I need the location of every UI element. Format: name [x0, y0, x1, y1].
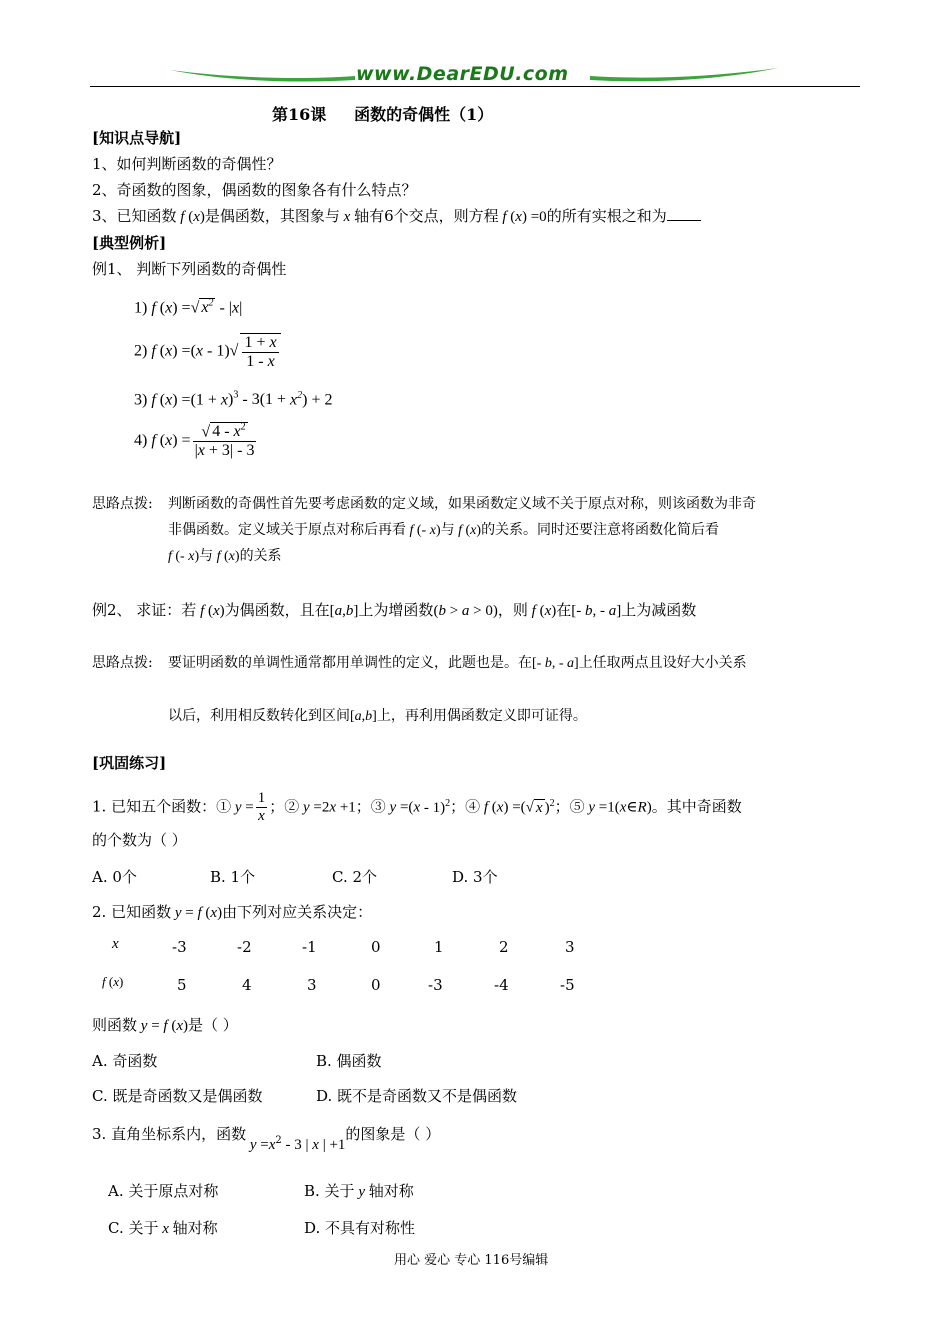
hint2-line2: 以后，利用相反数转化到区间[a,b]上，再利用偶函数定义即可证得。 [168, 708, 587, 724]
example1-title: 例1、 判断下列函数的奇偶性 [92, 260, 287, 278]
lesson-number: 第16课 [272, 105, 327, 124]
example1-formula-3: 3) f $(x) =(1 + x)^3 - 3(1 + x^2) + 2$ [134, 390, 333, 409]
hint1-line2: 非偶函数。定义域关于原点对称后再看 f (- x)与 f (x)的关系。同时还要注意将函数化简后看 [168, 522, 720, 538]
knowledge-q2: 2、奇函数的图象，偶函数的图象各有什么特点？ [92, 181, 417, 199]
answer-blank[interactable] [667, 206, 701, 221]
practice-q1-option-b[interactable]: B. 1个 [210, 868, 256, 886]
practice-q3-option-a[interactable]: A. 关于原点对称 [108, 1182, 219, 1200]
lesson-title: 函数的奇偶性（1） [354, 105, 494, 124]
table-fx-cell: -3 [428, 976, 443, 994]
practice-q1-option-d[interactable]: D. 3个 [452, 868, 498, 886]
table-fx-cell: -4 [494, 976, 509, 994]
hint1-line1: 判断函数的奇偶性首先要考虑函数的定义域，如果函数定义域不关于原点对称，则该函数为非奇 [168, 496, 756, 512]
table-fx-cell: 3 [307, 976, 317, 994]
table-x-cell: 0 [371, 938, 381, 956]
table-fx-cell: 0 [371, 976, 381, 994]
practice-q2-option-b[interactable]: B. 偶函数 [316, 1052, 382, 1070]
practice-q3-option-b[interactable]: B. 关于 y 轴对称 [304, 1182, 414, 1200]
table-header-fx: f (x) [102, 974, 124, 989]
example1-formula-2: 2) f (x) =(x - 1)√ $\frac{1 + x}{1 - x}$ [134, 333, 283, 371]
practice-q2-question: 则函数 y = f (x)是（ ） [92, 1016, 238, 1034]
table-header-x: x [112, 936, 119, 952]
table-x-cell: -3 [172, 938, 187, 956]
table-fx-cell: 5 [177, 976, 187, 994]
page-title [272, 102, 493, 125]
section-heading-examples: [典型例析] [92, 234, 167, 252]
practice-q1-option-c[interactable]: C. 2个 [332, 868, 378, 886]
practice-q3: 3. 直角坐标系内，函数 $y =x^2 - 3$ | x | +1的图象是（ ） [92, 1125, 441, 1153]
knowledge-q3: 3、已知函数 f (x)是偶函数，其图象与 x 轴有6个交点，则方程 f (x) =0的所有实根之和为 [92, 205, 701, 226]
example1-formula-4: 4) f (x) = $\frac{√ 4 - x^2}{|x + 3| - 3}$ [134, 422, 255, 460]
hint1-label: 思路点拨: [92, 496, 153, 512]
page-footer: 用心 爱心 专心 116号编辑 [394, 1253, 549, 1268]
table-x-cell: 2 [499, 938, 509, 956]
section-heading-knowledge: [知识点导航] [92, 129, 182, 147]
practice-q2: 2. 已知函数 y = f (x)由下列对应关系决定： [92, 903, 373, 921]
header-logo-text: www.DearEDU.com [356, 63, 569, 85]
hint1-line3: f (- x)与 f (x)的关系 [168, 548, 282, 564]
header-rule [90, 86, 860, 87]
example2-statement: 例2、 求证：若 f (x)为偶函数，且在[a,b]上为增函数(b > a > 0)，则 f (x)在[- b, - a]上为减函数 [92, 601, 697, 619]
table-fx-cell: 4 [242, 976, 252, 994]
table-x-cell: -1 [302, 938, 317, 956]
section-heading-practice: [巩固练习] [92, 754, 167, 772]
example1-formula-1: 1) f (x) =√ $x^2 - |x|$ [134, 298, 243, 317]
practice-q1: 1. 已知五个函数：① y = $\frac{1}{x}$ ；② y =2x +1；③ y =(x - 1)$^2$；④ f (x) =(√ x )$^2$；⑤ y =1(x∈R)。其中奇函数 [92, 790, 742, 824]
practice-q3-option-d[interactable]: D. 不具有对称性 [304, 1219, 416, 1237]
practice-q3-option-c[interactable]: C. 关于 x 轴对称 [108, 1219, 218, 1237]
practice-q1-option-a[interactable]: A. 0个 [92, 868, 137, 886]
table-x-cell: 3 [565, 938, 575, 956]
practice-q1-line2: 的个数为（ ） [92, 831, 187, 849]
table-x-cell: -2 [237, 938, 252, 956]
hint2-label: 思路点拨: [92, 655, 153, 671]
table-fx-cell: -5 [560, 976, 575, 994]
practice-q2-option-d[interactable]: D. 既不是奇函数又不是偶函数 [316, 1087, 518, 1105]
hint2-line1: 要证明函数的单调性通常都用单调性的定义，此题也是。在[- b, - a]上任取两点且设好大小关系 [168, 655, 747, 671]
practice-q2-option-c[interactable]: C. 既是奇函数又是偶函数 [92, 1087, 263, 1105]
knowledge-q1: 1、如何判断函数的奇偶性？ [92, 155, 282, 173]
table-x-cell: 1 [434, 938, 444, 956]
practice-q2-option-a[interactable]: A. 奇函数 [92, 1052, 158, 1070]
